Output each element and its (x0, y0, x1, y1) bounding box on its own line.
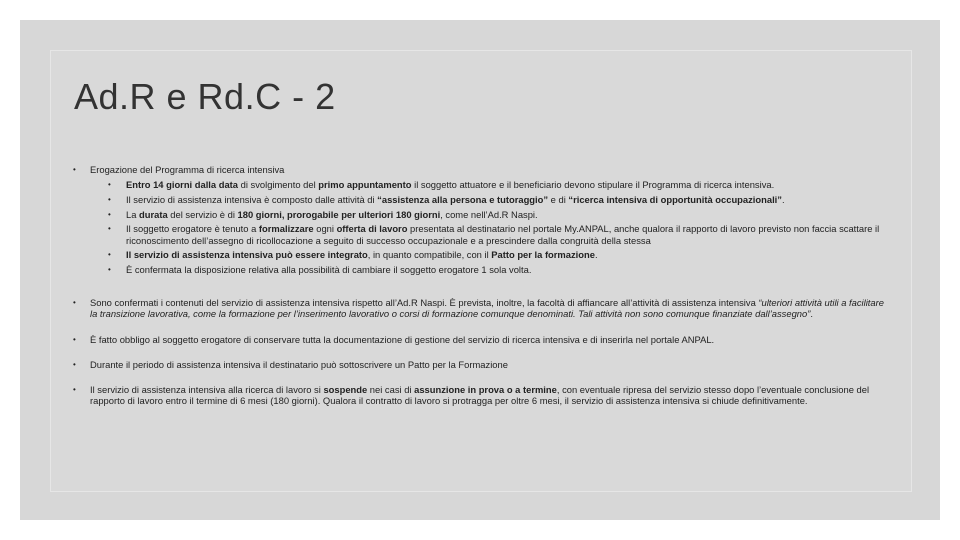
text-run: , come nell’Ad.R Naspi. (440, 208, 538, 220)
sub-bullet-item (108, 249, 893, 260)
bold-text: assunzione in prova o a termine (414, 383, 557, 395)
text-run: La (126, 208, 140, 220)
text-run: . (594, 249, 598, 261)
bold-text: offerta di lavoro (336, 223, 408, 235)
slide-title: Ad.R e Rd.C - 2 (74, 76, 336, 117)
bold-text: durata (139, 208, 168, 220)
bold-text: 180 giorni, prorogabile per ulteriori 180 giorni (237, 208, 441, 220)
bullet-text: Erogazione del Programma di ricerca intensiva (90, 164, 285, 175)
bullet-item-contenuti (73, 297, 893, 319)
bold-text: sospende (323, 383, 368, 395)
sub-bullet-item (108, 264, 893, 275)
text-run: , in quanto compatibile, con il (367, 249, 492, 261)
bullet-item-sospensione (73, 384, 893, 406)
bullet-text: Durante il periodo di assistenza intensiva il destinatario può sottoscrivere un Patto per la Formazione (90, 358, 508, 370)
bullet-list (73, 164, 893, 406)
bold-text: formalizzare (258, 223, 314, 235)
italic-quote: “ulteriori attività utili a facilitare la transizione lavorativa, come la formazione per l’inserimento lavorativo o corsi di formazione comunque denominati. Tali attività non sono comunque finanziate dall’assegno” (90, 297, 884, 320)
bold-text: primo appuntamento (318, 179, 412, 191)
text-run: , con eventuale ripresa del servizio stesso dopo l’eventuale conclusione del rapporto di lavoro entro il termine di 6 mesi (180 giorni). Qualora il contratto di lavoro si protragga per oltre 6 mesi, il servizio di assistenza intensiva si chiude definitivamente. (90, 383, 870, 407)
text-run: di svolgimento del (238, 179, 319, 191)
bold-text: “ricerca intensiva di opportunità occupazionali” (568, 193, 782, 205)
text-run: . (781, 193, 785, 205)
slide-content (73, 164, 893, 420)
text-run: Il soggetto erogatore è tenuto a (126, 223, 259, 235)
text-run: ogni (313, 223, 337, 235)
text-run: il soggetto attuatore e il beneficiario devono stipulare il Programma di ricerca intensiva. (411, 179, 775, 191)
text-run: Il servizio di assistenza intensiva è composto dalle attività di (126, 193, 378, 205)
text-run: e di (548, 193, 569, 205)
text-run: Sono confermati i contenuti del servizio di assistenza intensiva rispetto all’Ad.R Naspi. È prevista, inoltre, la facoltà di affiancare all’attività di assistenza intensiva (90, 297, 759, 309)
text-run: È confermata la disposizione relativa alla possibilità di cambiare il soggetto erogatore 1 sola volta. (126, 263, 532, 275)
sub-bullet-item (108, 223, 893, 245)
text-run: presentata al destinatario nel portale My.ANPAL, anche qualora il rapporto di lavoro previsto non faccia scattare il riconoscimento dell’assegno di ricollocazione a seguito di successo occupazionale e a prescindere dalla congruità della stessa (126, 223, 880, 246)
sub-bullet-item (108, 179, 893, 190)
bold-text: Il servizio di assistenza intensiva può essere integrato (126, 249, 368, 261)
text-run: del servizio è di (167, 208, 238, 220)
bullet-item-patto (73, 359, 893, 370)
bullet-item-erogazione (73, 164, 893, 275)
text-run: . (810, 308, 813, 320)
bold-text: Entro 14 giorni dalla data (126, 179, 239, 191)
sub-bullet-list (90, 179, 893, 275)
text-run: Il servizio di assistenza intensiva alla ricerca di lavoro si (90, 383, 324, 395)
sub-bullet-item (108, 194, 893, 205)
text-run: nei casi di (367, 383, 415, 395)
bullet-item-obbligo (73, 334, 893, 345)
sub-bullet-item (108, 209, 893, 220)
bold-text: Patto per la formazione (491, 249, 595, 261)
bold-text: “assistenza alla persona e tutoraggio” (377, 193, 549, 205)
bullet-text: È fatto obbligo al soggetto erogatore di conservare tutta la documentazione di gestione del servizio di ricerca intensiva e di inserirla nel portale ANPAL. (90, 333, 715, 345)
